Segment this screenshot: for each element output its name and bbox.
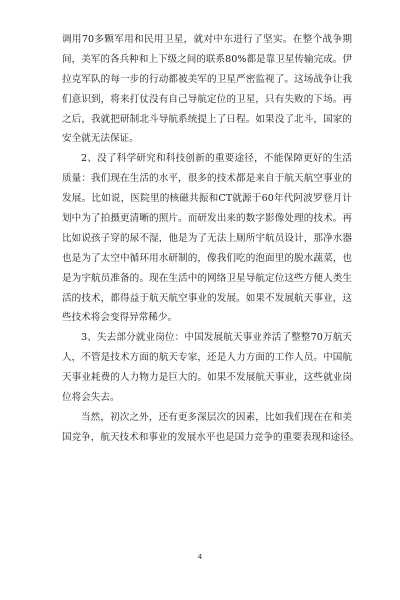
paragraph-gps-war bbox=[62, 30, 352, 149]
text-line: 比如说孩子穿的尿不湿，他是为了无法上厕所宇航员设计，那净水器 bbox=[62, 232, 352, 244]
text-line: 质量：我们现在生活的水平，很多的技术都是来自于航天航空事业的 bbox=[62, 173, 352, 185]
text-line: 国竞争，航天技术和事业的发展水平也是国力竞争的重要表现和途径。 bbox=[62, 431, 360, 443]
paragraph-technology bbox=[62, 149, 352, 328]
text-line: 当然，初次之外，还有更多深层次的因素，比如我们现在在和美 bbox=[81, 411, 352, 423]
text-line: 位将会失去。 bbox=[62, 392, 120, 404]
text-line: 间，美军的各兵种和上下级之间的联系80%都是靠卫星传输完成。伊 bbox=[62, 53, 352, 65]
text-line: 3、失去部分就业岗位：中国发展航天事业养活了整整70万航天 bbox=[81, 332, 352, 344]
text-line: 也是为了太空中循环用水研制的，像我们吃的泡面里的脱水蔬菜，也 bbox=[62, 252, 352, 264]
text-line: 安全就无法保证。 bbox=[62, 133, 139, 145]
text-line: 天事业耗费的人力物力是巨大的。如果不发展航天事业，这些就业岗 bbox=[62, 372, 352, 384]
paragraph-competition bbox=[62, 408, 360, 448]
page-number: 4 bbox=[197, 553, 203, 561]
body-text bbox=[62, 30, 360, 448]
text-line: 拉克军队的每一步的行动都被美军的卫星严密监视了。这场战争让我 bbox=[62, 73, 352, 85]
text-line: 是为宇航员准备的。现在生活中的网络卫星导航定位这些方便人类生 bbox=[62, 272, 352, 284]
text-line: 划中为了拍摄更清晰的照片。而研发出来的数字影像处理的技术。再 bbox=[62, 213, 352, 225]
text-line: 发展。比如说，医院里的核磁共振和CT就源于60年代阿波罗登月计 bbox=[62, 193, 352, 205]
text-line: 些技术将会变得异常稀少。 bbox=[62, 312, 178, 324]
text-line: 2、没了科学研究和科技创新的重要途径，不能保障更好的生活 bbox=[81, 153, 352, 165]
paragraph-employment bbox=[62, 328, 352, 408]
text-line: 们意识到，将来打仗没有自己导航定位的卫星，只有失败的下场。再 bbox=[62, 93, 352, 105]
text-line: 之后，我就把研制北斗导航系统提上了日程。如果没了北斗，国家的 bbox=[62, 113, 352, 125]
text-line: 调用70多颗军用和民用卫星，就对中东进行了坚实。在整个战争期 bbox=[62, 34, 352, 45]
text-line: 人，不管是技术方面的航天专家，还是人力方面的工作人员。中国航 bbox=[62, 352, 352, 364]
text-line: 活的技术，都得益于航天航空事业的发展。如果不发展航天事业，这 bbox=[62, 292, 352, 304]
